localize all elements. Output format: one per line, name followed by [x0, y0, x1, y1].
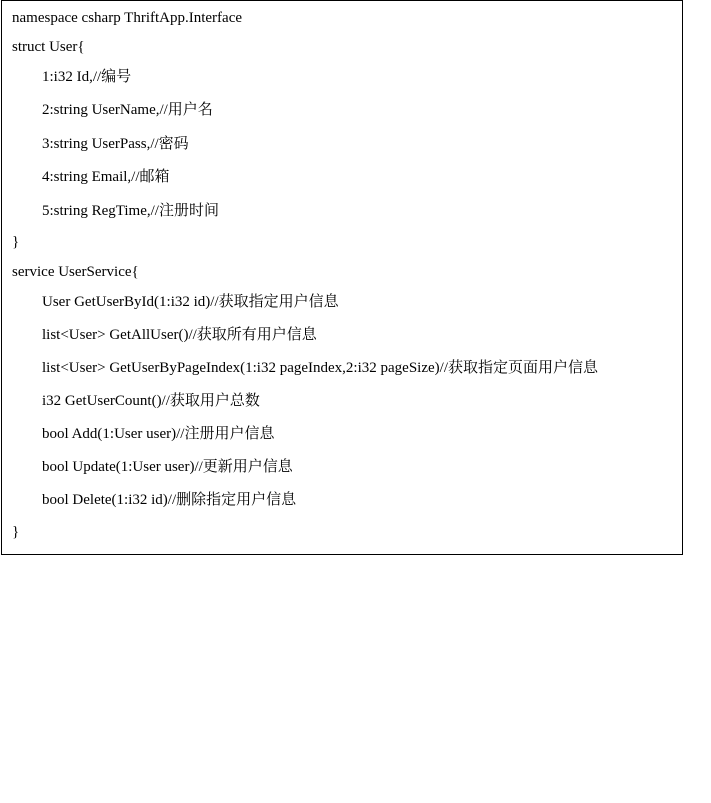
code-line-field-username: 2:string UserName,//用户名	[42, 102, 213, 118]
code-line-field-email: 4:string Email,//邮箱	[42, 169, 170, 185]
code-line-method-update: bool Update(1:User user)//更新用户信息	[42, 459, 293, 475]
code-line-service-close: }	[12, 524, 20, 540]
code-line-method-add: bool Add(1:User user)//注册用户信息	[42, 426, 275, 442]
code-line-field-userpass: 3:string UserPass,//密码	[42, 136, 189, 152]
code-line-method-getusercount: i32 GetUserCount()//获取用户总数	[42, 393, 260, 409]
code-listing-box	[1, 0, 683, 555]
code-line-method-getuserbyid: User GetUserById(1:i32 id)//获取指定用户信息	[42, 294, 339, 310]
code-line-method-delete: bool Delete(1:i32 id)//删除指定用户信息	[42, 492, 297, 508]
code-line-namespace: namespace csharp ThriftApp.Interface	[12, 10, 243, 26]
code-line-field-id: 1:i32 Id,//编号	[42, 69, 132, 85]
code-line-method-getuserbypageindex: list<User> GetUserByPageIndex(1:i32 pageIndex,2:i32 pageSize)//获取指定页面用户信息	[42, 360, 598, 376]
code-line-struct-open: struct User{	[12, 39, 85, 55]
code-line-service-open: service UserService{	[12, 264, 139, 280]
code-line-struct-close: }	[12, 234, 20, 250]
code-line-method-getalluser: list<User> GetAllUser()//获取所有用户信息	[42, 327, 317, 343]
code-line-field-regtime: 5:string RegTime,//注册时间	[42, 203, 219, 219]
